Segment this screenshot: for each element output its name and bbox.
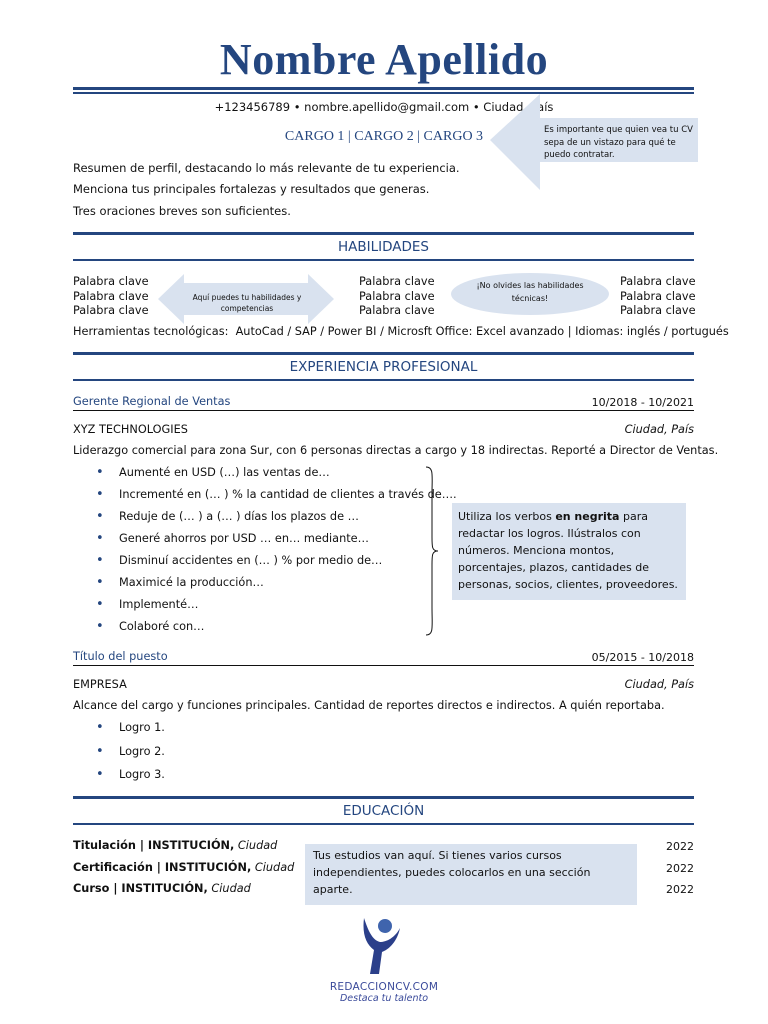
achievements-list bbox=[73, 721, 165, 792]
list-item: • Aumenté en USD (…) las ventas de… bbox=[73, 466, 457, 488]
roles-note: Es importante que quien vea tu CV sepa de un vistazo para qué te puedo contratar. bbox=[544, 125, 693, 160]
job-title: Gerente Regional de Ventas bbox=[73, 395, 231, 408]
keyword: Palabra clave bbox=[359, 304, 435, 317]
skills-col-2 bbox=[359, 275, 435, 319]
list-item: • Disminuí accidentes en (… ) % por medio de… bbox=[73, 554, 457, 576]
keyword: Palabra clave bbox=[359, 275, 435, 288]
keyword: Palabra clave bbox=[73, 304, 149, 317]
header-rule bbox=[73, 87, 694, 90]
curly-brace bbox=[420, 465, 442, 637]
education-year: 2022 bbox=[666, 840, 694, 853]
job-location: Ciudad, País bbox=[624, 423, 694, 436]
candidate-name: Nombre Apellido bbox=[219, 35, 549, 84]
list-item: • Generé ahorros por USD … en… mediante… bbox=[73, 532, 457, 554]
job-description: Alcance del cargo y funciones principales. Cantidad de reportes directos e indirectos. A quién reportaba. bbox=[73, 699, 665, 712]
tools-line bbox=[73, 325, 729, 338]
section-rule bbox=[73, 796, 694, 799]
logo-tagline: Destaca tu talento bbox=[339, 993, 429, 1004]
education-year: 2022 bbox=[666, 883, 694, 896]
company: EMPRESA bbox=[73, 678, 127, 691]
education-note: Tus estudios van aquí. Si tienes varios cursos independientes, puedes colocarlos en una sección aparte. bbox=[305, 844, 637, 905]
verbs-note: Utiliza los verbos en negrita para redactar los logros. Ilústralos con números. Menciona montos, porcentajes, plazos, cantidades de personas, socios, clientes, proveedores. bbox=[452, 503, 686, 600]
skills-arrow-note: Aquí puedes tu habilidades y competencias bbox=[192, 293, 302, 313]
list-item: • Colaboré con… bbox=[73, 620, 457, 642]
education-heading: EDUCACIÓN bbox=[342, 803, 425, 819]
section-rule-thin bbox=[73, 379, 694, 381]
logo-figure-icon bbox=[356, 912, 406, 976]
education-item: Titulación | INSTITUCIÓN, Ciudad bbox=[73, 839, 278, 852]
education-item: Certificación | INSTITUCIÓN, Ciudad bbox=[73, 861, 295, 874]
section-rule-thin bbox=[73, 259, 694, 261]
job-rule bbox=[73, 410, 694, 411]
job-rule bbox=[73, 665, 694, 666]
tools-label: Herramientas tecnológicas: bbox=[73, 325, 229, 338]
section-rule bbox=[73, 232, 694, 235]
skills-heading: HABILIDADES bbox=[337, 239, 430, 255]
summary-line: Resumen de perfil, destacando lo más relevante de tu experiencia. bbox=[73, 161, 460, 175]
summary-line: Menciona tus principales fortalezas y resultados que generas. bbox=[73, 182, 430, 196]
job-dates: 05/2015 - 10/2018 bbox=[591, 651, 694, 664]
keyword: Palabra clave bbox=[359, 289, 435, 303]
job-location: Ciudad, País bbox=[624, 678, 694, 691]
list-item: • Incrementé en (… ) % la cantidad de clientes a través de…. bbox=[73, 488, 457, 510]
list-item: • Logro 2. bbox=[73, 745, 165, 769]
skills-oval-note: ¡No olvides las habilidades técnicas! bbox=[476, 281, 584, 303]
section-rule bbox=[73, 352, 694, 355]
tools-value: AutoCad / SAP / Power BI / Microsft Office: Excel avanzado | Idiomas: inglés / portugués bbox=[235, 325, 729, 338]
job-dates: 10/2018 - 10/2021 bbox=[591, 396, 694, 409]
experience-heading: EXPERIENCIA PROFESIONAL bbox=[289, 359, 478, 375]
keyword: Palabra clave bbox=[620, 304, 696, 317]
contact-line: +123456789 • nombre.apellido@gmail.com • Ciudad, País bbox=[214, 100, 554, 114]
education-item: Curso | INSTITUCIÓN, Ciudad bbox=[73, 882, 251, 895]
achievements-list bbox=[73, 466, 457, 642]
keyword: Palabra clave bbox=[620, 275, 696, 288]
job-description: Liderazgo comercial para zona Sur, con 6 personas directas a cargo y 18 indirectas. Reporté a Director de Ventas. bbox=[73, 444, 719, 457]
list-item: • Reduje de (… ) a (… ) días los plazos de … bbox=[73, 510, 457, 532]
target-roles: CARGO 1 | CARGO 2 | CARGO 3 bbox=[284, 129, 484, 144]
company: XYZ TECHNOLOGIES bbox=[73, 423, 188, 436]
list-item: • Logro 1. bbox=[73, 721, 165, 745]
keyword: Palabra clave bbox=[73, 289, 149, 303]
keyword: Palabra clave bbox=[73, 275, 149, 288]
skills-col-3 bbox=[620, 275, 696, 319]
section-rule-thin bbox=[73, 823, 694, 825]
job-title: Título del puesto bbox=[73, 650, 168, 663]
keyword: Palabra clave bbox=[620, 289, 696, 303]
skills-col-1 bbox=[73, 275, 149, 319]
summary-line: Tres oraciones breves son suficientes. bbox=[73, 204, 291, 218]
list-item: • Maximicé la producción… bbox=[73, 576, 457, 598]
list-item: • Logro 3. bbox=[73, 768, 165, 792]
list-item: • Implementé… bbox=[73, 598, 457, 620]
education-year: 2022 bbox=[666, 862, 694, 875]
logo-brand: REDACCIONCV.COM bbox=[329, 981, 439, 993]
